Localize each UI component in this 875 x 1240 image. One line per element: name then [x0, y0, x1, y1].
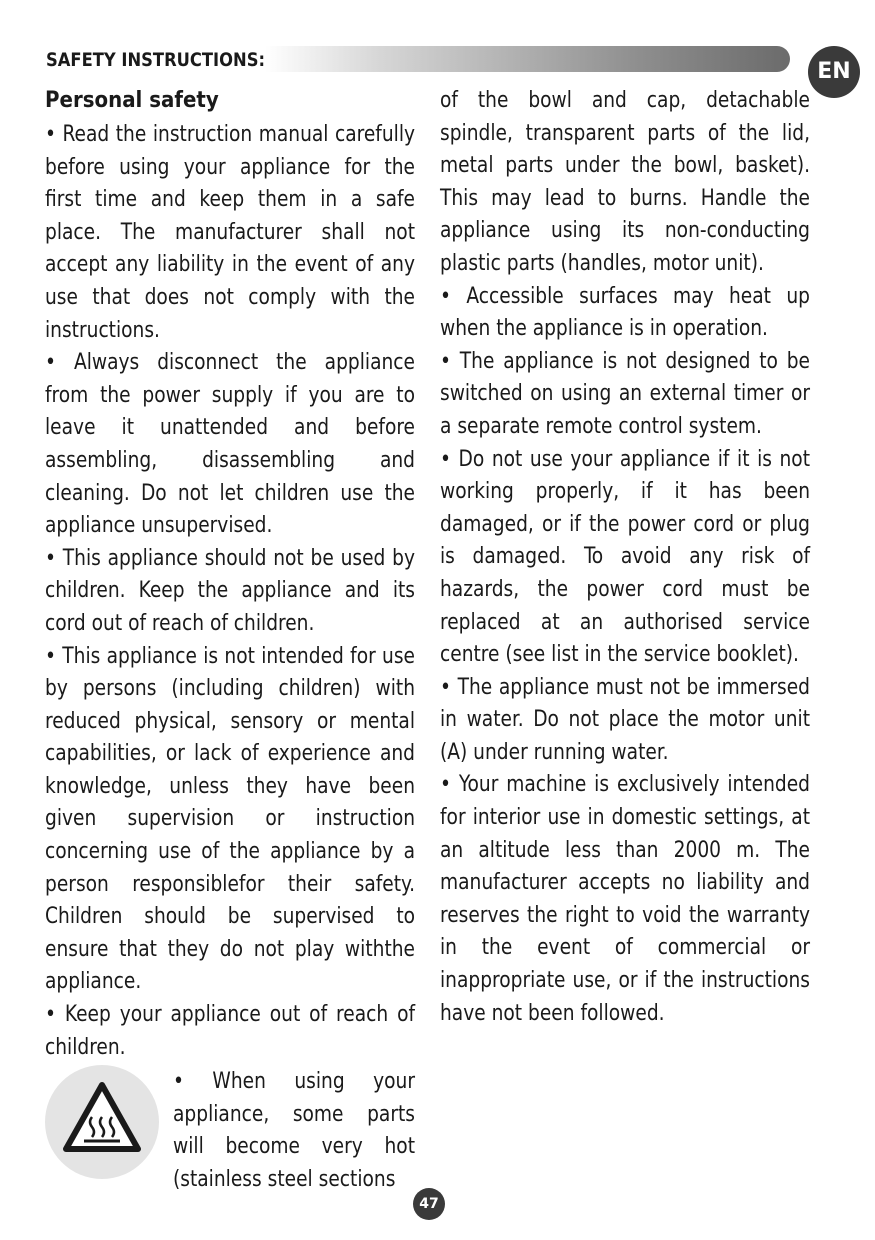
paragraph: • This appliance is not intended for use by persons (including children) with reduced physical, sensory or mental capabilities, or lack of experience and knowledge, unless they have been given supervision or instruction concerning use of the appliance by a person responsiblefor their safety. Children should be supervised to ensure that they do not play withthe appliance.: [45, 642, 416, 995]
paragraph: • Accessible surfaces may heat up when the appliance is in operation.: [440, 282, 811, 342]
warning-triangle-icon: [62, 1079, 142, 1159]
left-column: [45, 84, 415, 1195]
paragraph: • Keep your appliance out of reach of children.: [45, 1001, 416, 1060]
language-badge: EN: [808, 46, 860, 98]
page-title: SAFETY INSTRUCTIONS:: [46, 49, 266, 71]
page-number: 47: [413, 1188, 445, 1220]
paragraph: • Your machine is exclusively intended for interior use in domestic settings, at an altitude less than 2000 m. The manufacturer accepts no liability and reserves the right to void the warranty in the event of commercial or inappropriate use, or if the instructions have not been followed.: [440, 771, 811, 1026]
paragraph: of the bowl and cap, detachable spindle, transparent parts of the lid, metal parts under the bowl, basket). This may lead to burns. Handle the appliance using its non-conducting plastic parts (handles, motor unit).: [440, 87, 811, 276]
hot-surface-warning-icon: [45, 1065, 159, 1179]
paragraph: • This appliance should not be used by children. Keep the appliance and its cord out of reach of children.: [45, 544, 416, 636]
hot-surface-warning: [45, 1065, 415, 1195]
section-heading: Personal safety: [45, 88, 219, 113]
paragraph: • Always disconnect the appliance from the power supply if you are to leave it unattended and before assembling, disassembling and cleaning. Do not let children use the appliance unsupervised.: [45, 349, 416, 539]
paragraph: • Do not use your appliance if it is not working properly, if it has been damaged, or if the power cord or plug is damaged. To avoid any risk of hazards, the power cord must be replaced at an authorised service centre (see list in the service booklet).: [440, 445, 811, 668]
paragraph: • The appliance must not be immersed in water. Do not place the motor unit (A) under running water.: [440, 673, 811, 765]
warning-paragraph: • When using your appliance, some parts will become very hot (stainless steel sections: [173, 1068, 416, 1192]
paragraph: • Read the instruction manual carefully before using your appliance for the first time and keep them in a safe place. The manufacturer shall not accept any liability in the event of any use that does not comply with the instructions.: [45, 121, 416, 343]
right-column: [440, 84, 810, 1029]
paragraph: • The appliance is not designed to be switched on using an external timer or a separate remote control system.: [440, 347, 811, 439]
